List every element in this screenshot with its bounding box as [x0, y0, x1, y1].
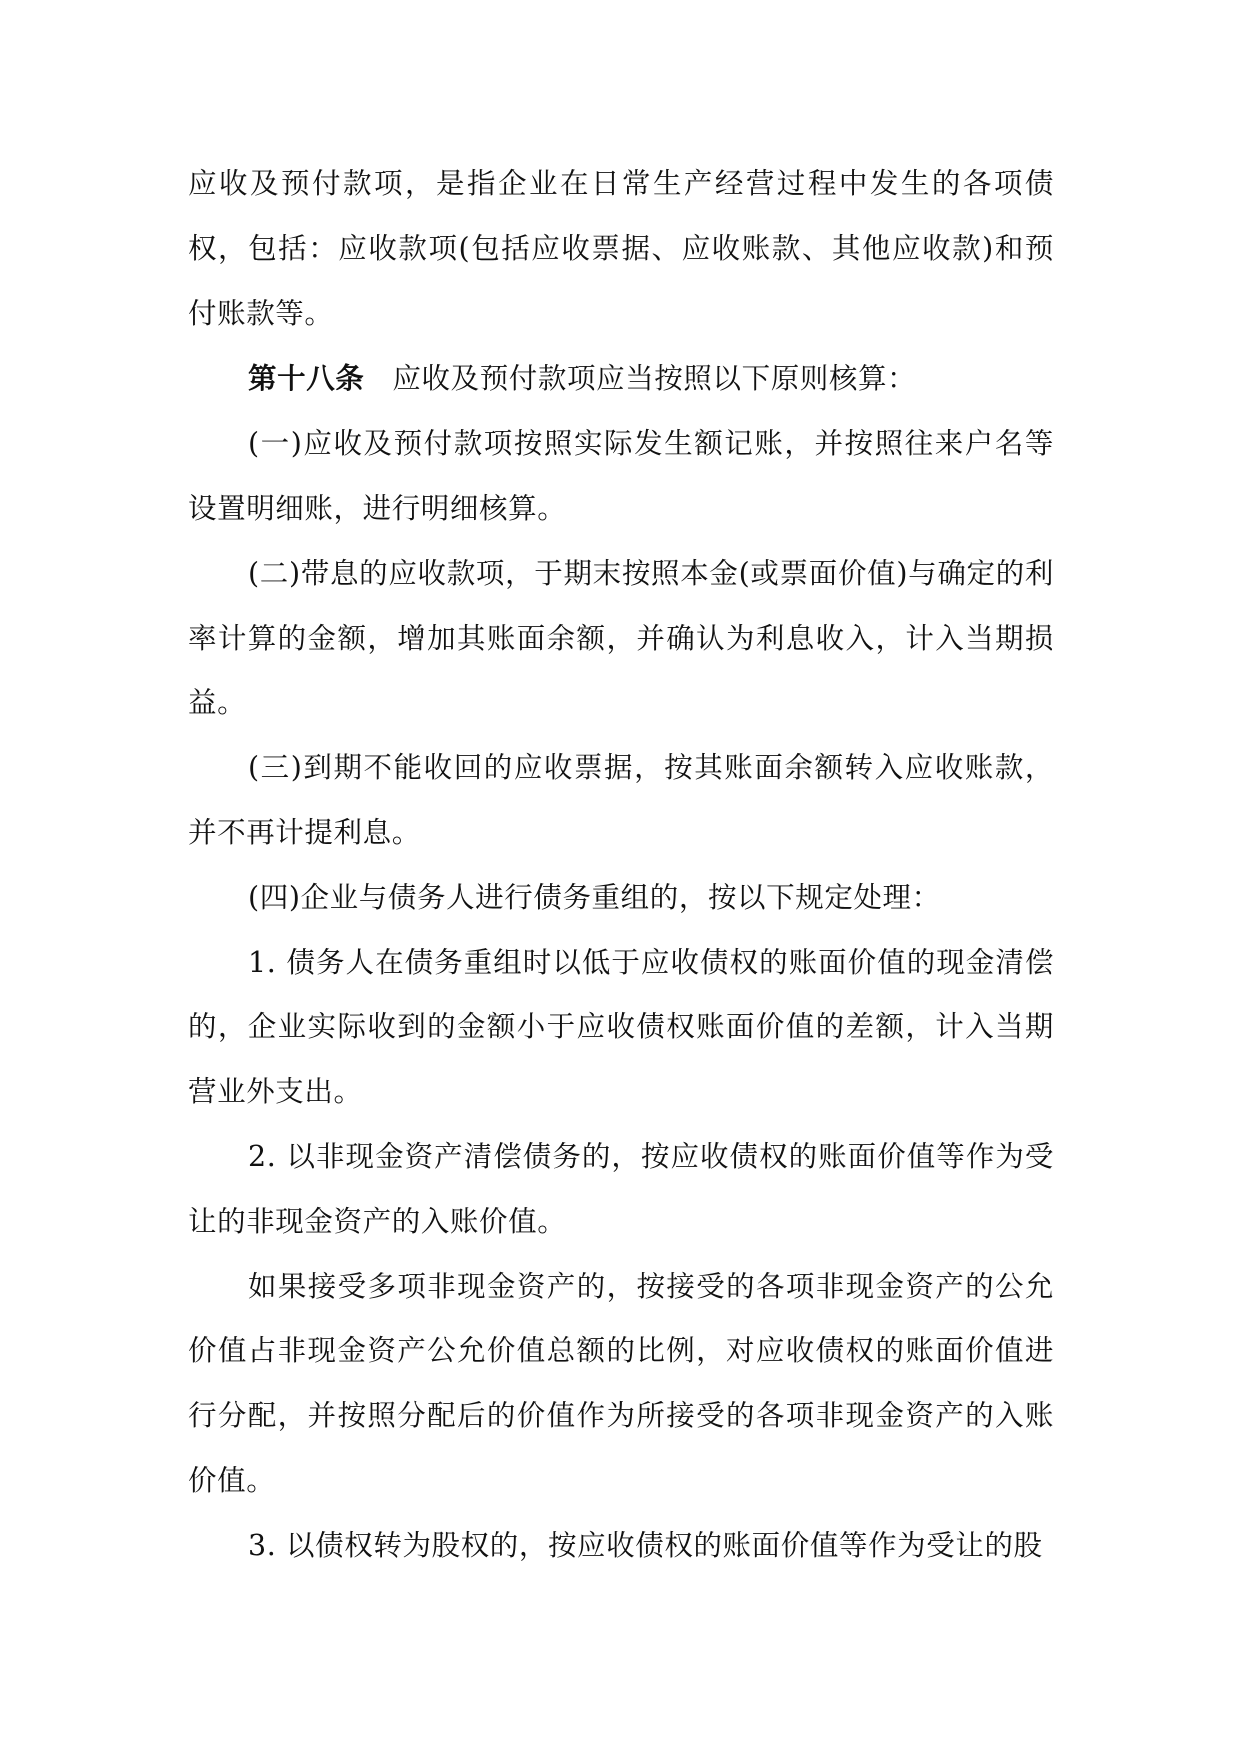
paragraph-subitem-2: 2. 以非现金资产清偿债务的，按应收债权的账面价值等作为受让的非现金资产的入账价值。 [188, 1139, 1054, 1238]
article-number: 第十八条 [248, 361, 365, 396]
paragraph-multiple-assets: 如果接受多项非现金资产的，按接受的各项非现金资产的公允价值占非现金资产公允价值总额的比例，对应收债权的账面价值进行分配，并按照分配后的价值作为所接受的各项非现金资产的入账价值。 [188, 1269, 1054, 1497]
document-body [188, 152, 1054, 1579]
paragraph-item-3: (三)到期不能收回的应收票据，按其账面余额转入应收账款，并不再计提利息。 [188, 751, 1054, 849]
paragraph-article-18 [188, 346, 1054, 412]
paragraph-subitem-1: 1. 债务人在债务重组时以低于应收债权的账面价值的现金清偿的，企业实际收到的金额小于应收债权账面价值的差额，计入当期营业外支出。 [188, 945, 1054, 1109]
paragraph-item-4: (四)企业与债务人进行债务重组的，按以下规定处理： [248, 880, 941, 914]
article-text: 应收及预付款项应当按照以下原则核算： [392, 362, 917, 396]
paragraph-subitem-3: 3. 以债权转为股权的，按应收债权的账面价值等作为受让的股 [248, 1528, 1043, 1562]
paragraph-item-1: (一)应收及预付款项按照实际发生额记账，并按照往来户名等设置明细账，进行明细核算。 [188, 427, 1054, 525]
paragraph-item-2: (二)带息的应收款项，于期末按照本金(或票面价值)与确定的利率计算的金额，增加其账面余额，并确认为利息收入，计入当期损益。 [188, 556, 1054, 720]
paragraph-receivables-definition: 应收及预付款项，是指企业在日常生产经营过程中发生的各项债权，包括：应收款项(包括应收票据、应收账款、其他应收款)和预付账款等。 [188, 167, 1054, 330]
